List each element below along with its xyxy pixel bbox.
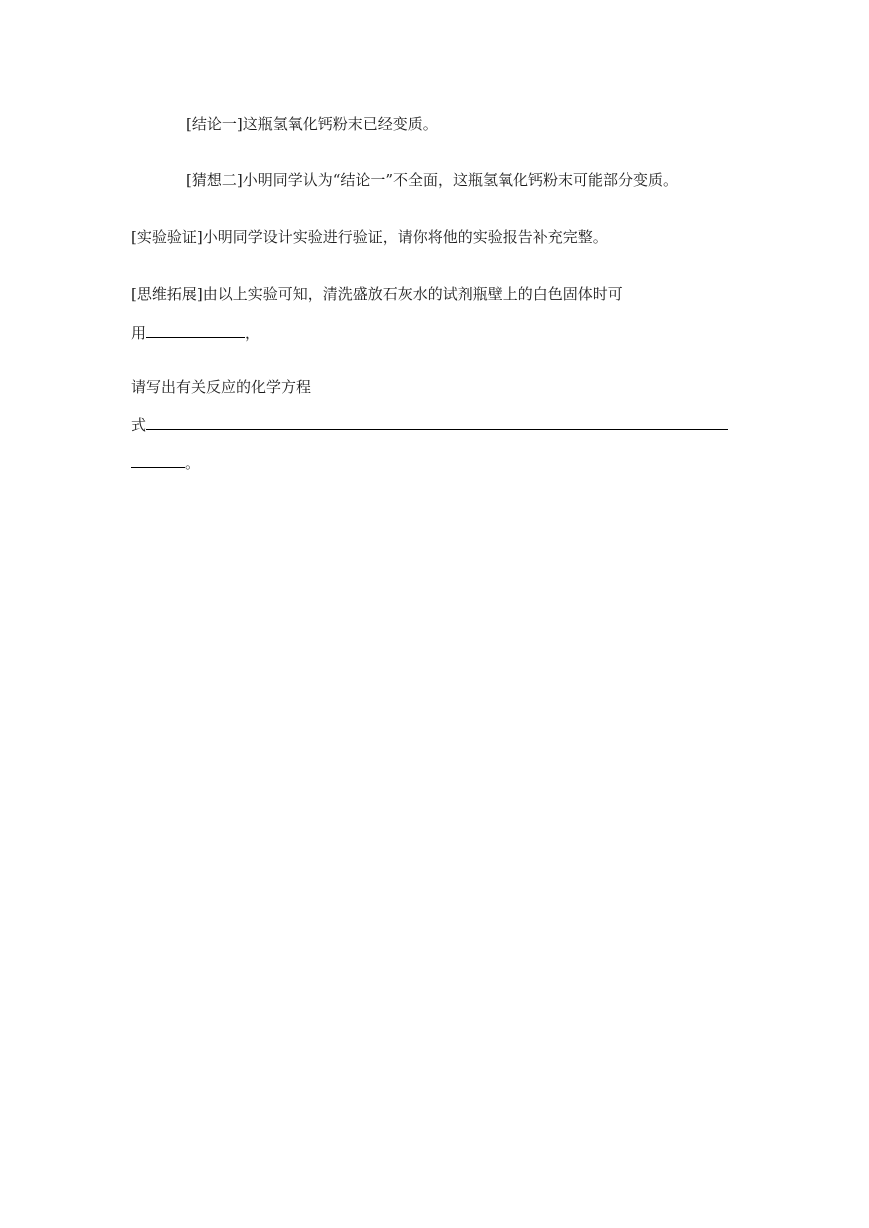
equation-line xyxy=(131,413,728,435)
answer-blank-reagent[interactable] xyxy=(146,321,245,338)
end-mark: 。 xyxy=(185,454,201,472)
use-prefix: 用 xyxy=(131,324,147,342)
guess-two-text: [猜想二]小明同学认为“结论一”不全面，这瓶氢氧化钙粉末可能部分变质。 xyxy=(186,171,679,189)
thinking-extension-text: [思维拓展]由以上实验可知，清洗盛放石灰水的试剂瓶壁上的白色固体时可 xyxy=(131,285,623,303)
equation-continuation-line xyxy=(131,451,200,473)
use-suffix: ， xyxy=(245,324,261,342)
equation-prefix: 式 xyxy=(131,416,147,434)
experiment-verify-text: [实验验证]小明同学设计实验进行验证，请你将他的实验报告补充完整。 xyxy=(131,228,608,246)
answer-blank-equation-continued[interactable] xyxy=(131,451,185,468)
equation-prompt-text: 请写出有关反应的化学方程 xyxy=(131,378,312,396)
use-line xyxy=(131,321,260,343)
answer-blank-equation[interactable] xyxy=(146,413,728,430)
conclusion-one-text: [结论一]这瓶氢氧化钙粉末已经变质。 xyxy=(186,115,438,133)
